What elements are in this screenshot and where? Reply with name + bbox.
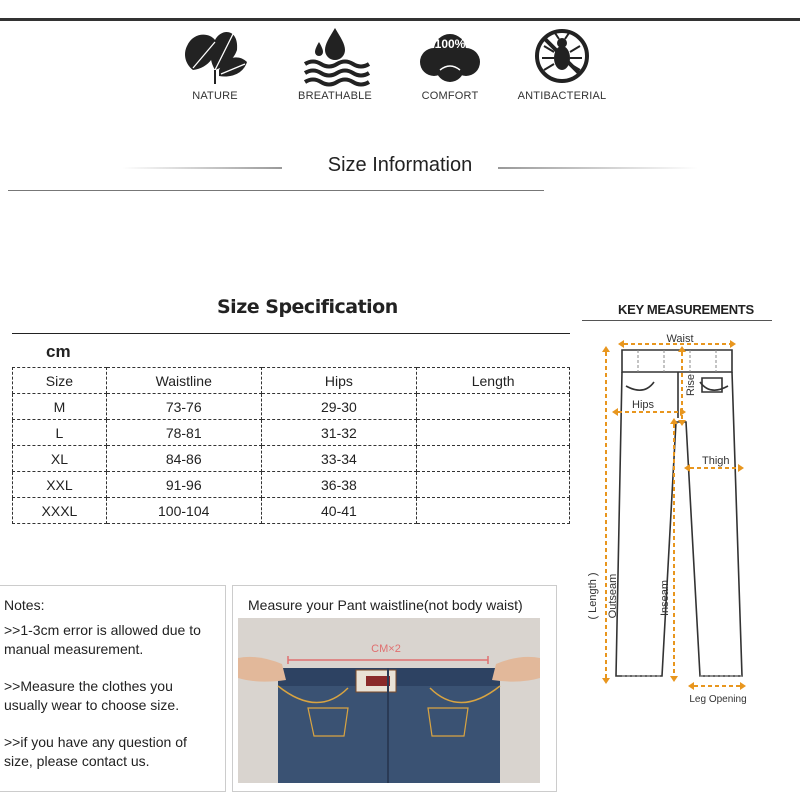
no-bug-icon: [522, 26, 602, 88]
cell-length: [417, 394, 570, 420]
label-leg-opening: Leg Opening: [689, 694, 747, 705]
waist-measure-photo: [238, 618, 540, 783]
header-size: Size: [13, 368, 107, 394]
cell-waistline: 78-81: [106, 420, 261, 446]
divider-right: [498, 167, 698, 169]
table-header-row: [13, 368, 570, 394]
top-divider: [0, 18, 800, 21]
cell-waistline: 73-76: [106, 394, 261, 420]
header-waistline: Waistline: [106, 368, 261, 394]
label-hips: Hips: [632, 399, 655, 411]
feature-antibacterial: [507, 26, 617, 102]
label-outseam: Outseam: [607, 573, 619, 619]
cell-waistline: 91-96: [106, 472, 261, 498]
notes-heading: Notes:: [4, 597, 45, 613]
feature-nature: [160, 26, 270, 102]
table-row: [13, 446, 570, 472]
feature-breathable: [280, 26, 390, 102]
unit-label: cm: [46, 342, 71, 361]
feature-comfort: [395, 26, 505, 102]
measure-title: Measure your Pant waistline(not body waist): [248, 597, 523, 613]
note-item: >>if you have any question of size, please contact us.: [4, 734, 187, 769]
header-length: Length: [417, 368, 570, 394]
spec-title: Size Specification: [217, 296, 398, 318]
key-measurements-title: KEY MEASUREMENTS: [618, 302, 754, 317]
note-item: >>1-3cm error is allowed due to manual measurement.: [4, 622, 201, 657]
spec-underline: [12, 333, 570, 334]
cell-hips: 29-30: [261, 394, 417, 420]
label-thigh: Thigh: [702, 455, 730, 467]
cell-waistline: 84-86: [106, 446, 261, 472]
cell-length: [417, 420, 570, 446]
cell-length: [417, 498, 570, 524]
cell-size: M: [13, 394, 107, 420]
cell-length: [417, 446, 570, 472]
feature-label: ANTIBACTERIAL: [517, 90, 607, 102]
leaf-icon: [175, 26, 255, 88]
water-drop-icon: [295, 26, 375, 88]
comfort-badge: 100%: [434, 37, 466, 51]
feature-label: BREATHABLE: [298, 90, 372, 102]
cell-size: XL: [13, 446, 107, 472]
key-underline: [582, 320, 772, 321]
cell-hips: 31-32: [261, 420, 417, 446]
cell-hips: 36-38: [261, 472, 417, 498]
size-table: [12, 367, 570, 524]
notes: [4, 596, 219, 789]
table-row: [13, 394, 570, 420]
section-title: Size Information: [327, 154, 473, 176]
tape-label: CM×2: [371, 643, 401, 655]
section-underline: [8, 190, 544, 191]
cell-size: XXL: [13, 472, 107, 498]
feature-label: NATURE: [192, 90, 238, 102]
header-hips: Hips: [261, 368, 417, 394]
cell-length: [417, 472, 570, 498]
feature-label: COMFORT: [421, 90, 479, 102]
cotton-icon: [410, 26, 490, 88]
label-inseam: Inseam: [659, 579, 671, 617]
label-rise: Rise: [685, 373, 697, 396]
note-item: >>Measure the clothes you usually wear to choose size.: [4, 678, 180, 713]
cell-size: XXXL: [13, 498, 107, 524]
measurement-guides: [606, 344, 740, 686]
pants-diagram: [582, 326, 782, 716]
table-row: [13, 420, 570, 446]
cell-waistline: 100-104: [106, 498, 261, 524]
cell-size: L: [13, 420, 107, 446]
label-waist: Waist: [666, 333, 694, 345]
cell-hips: 33-34: [261, 446, 417, 472]
table-row: [13, 472, 570, 498]
table-row: [13, 498, 570, 524]
label-length: ( Length ): [587, 572, 599, 620]
cell-hips: 40-41: [261, 498, 417, 524]
